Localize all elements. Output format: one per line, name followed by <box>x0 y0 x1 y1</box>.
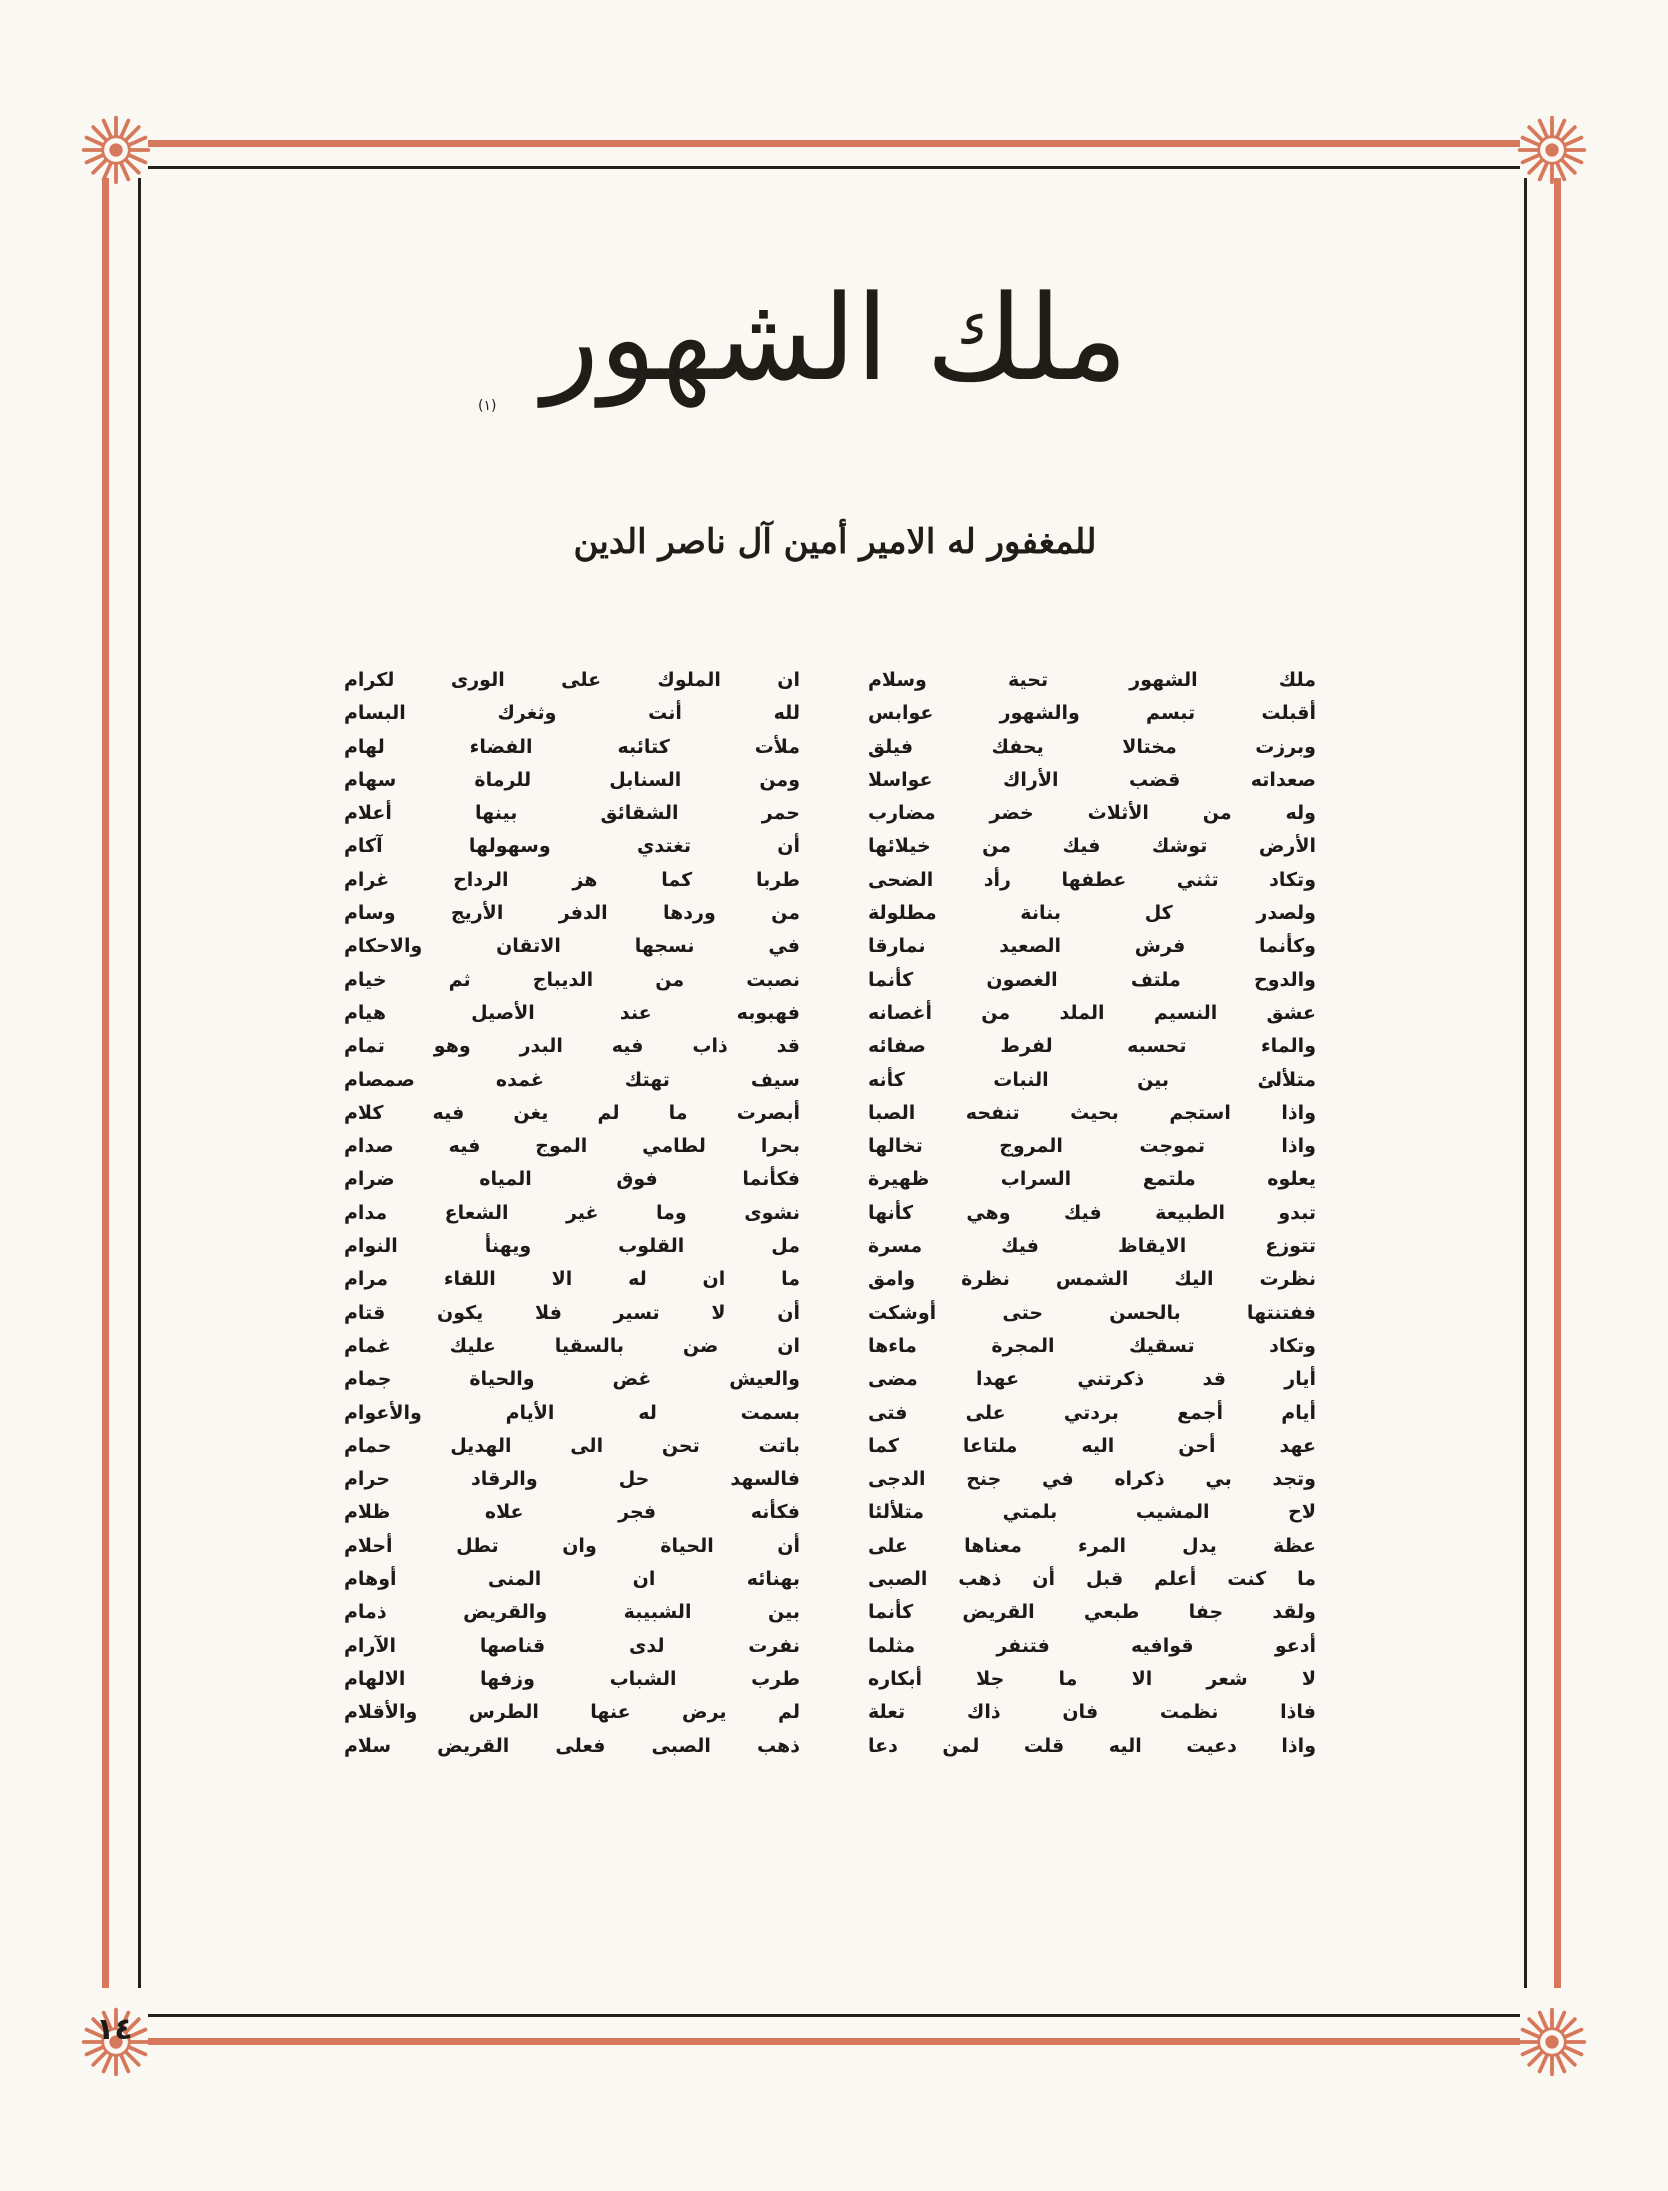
verse-line: أيار قد ذكرتني عهدا مضى <box>868 1368 1316 1391</box>
verse-line: ففتنتها بالحسن حتى أوشكت <box>868 1301 1316 1324</box>
verse-line: ذهب الصبى فعلى القريض سلام <box>344 1734 800 1757</box>
verse-line: بحرا لطامي الموج فيه صدام <box>344 1135 800 1158</box>
verse-line: واذا دعيت اليه قلت لمن دعا <box>868 1734 1316 1757</box>
verse-line: صعداته قضب الأراك عواسلا <box>868 768 1316 791</box>
verse-line: ما ان له الا اللقاء مرام <box>344 1268 800 1291</box>
verse-line: سيف تهتك غمده صمصام <box>344 1068 800 1091</box>
verse-line: لاح المشيب بلمتي متلألئا <box>868 1501 1316 1524</box>
chrysanthemum-icon <box>1514 112 1590 188</box>
verse-line: نظرت اليك الشمس نظرة وامق <box>868 1268 1316 1291</box>
border-bottom-red <box>148 2038 1520 2045</box>
chrysanthemum-icon <box>1514 2004 1590 2080</box>
verse-line: فكأنه فجر علاه ظلام <box>344 1501 800 1524</box>
verse-line: أن تغتدي وسهولها آكام <box>344 835 800 858</box>
verse-line: وله من الأثلاث خضر مضارب <box>868 802 1316 825</box>
verse-line: لله أنت وثغرك البسام <box>344 702 800 725</box>
border-top-black <box>148 166 1520 169</box>
verse-line: نفرت لدى قناصها الآرام <box>344 1634 800 1657</box>
verse-line: عشق النسيم الملد من أغصانه <box>868 1001 1316 1024</box>
border-right-red <box>1554 178 1561 1988</box>
verse-line: لم يرض عنها الطرس والأقلام <box>344 1701 800 1724</box>
border-right-black <box>1524 178 1527 1988</box>
verse-line: ان الملوك على الورى لكرام <box>344 669 800 691</box>
verse-line: ولقد جفا طبعي القريض كأنما <box>868 1601 1316 1624</box>
verse-line: عهد أحن اليه ملتاعا كما <box>868 1434 1316 1457</box>
title-footnote-mark: (۱) <box>478 398 497 414</box>
verse-line: ما كنت أعلم قبل أن ذهب الصبى <box>868 1568 1316 1591</box>
verse-line: ولصدر كل بنانة مطلولة <box>868 902 1316 925</box>
border-top-red <box>148 140 1520 147</box>
border-left-black <box>138 178 141 1988</box>
verse-line: تبدو الطبيعة فيك وهي كأنها <box>868 1201 1316 1224</box>
verse-line: فهبوبه عند الأصيل هيام <box>344 1001 800 1024</box>
verse-line: أيام أجمع بردتي على فتى <box>868 1401 1316 1424</box>
verse-line: ملك الشهور تحية وسلام <box>868 669 1316 691</box>
author-byline: للمغفور له الامير أمين آل ناصر الدين <box>573 522 1097 562</box>
verse-line: بهنائه ان المنى أوهام <box>344 1568 800 1591</box>
verse-line: أن لا تسير فلا يكون قتام <box>344 1301 800 1324</box>
verse-line: وبرزت مختالا يحفك فيلق <box>868 735 1316 758</box>
verse-line: وتكاد تثني عطفها رأد الضحى <box>868 868 1316 891</box>
verse-line: وتكاد تسقيك المجرة ماءها <box>868 1334 1316 1357</box>
verse-line: أن الحياة وان تطل أحلام <box>344 1534 800 1557</box>
verse-line: نصبت من الديباج ثم خيام <box>344 968 800 991</box>
verse-line: فاذا نظمت فان ذاك تعلة <box>868 1701 1316 1724</box>
verse-line: في نسجها الاتقان والاحكام <box>344 935 800 958</box>
verse-line: متلألئ بين النبات كأنه <box>868 1068 1316 1091</box>
verse-line: قد ذاب فيه البدر وهو تمام <box>344 1035 800 1058</box>
poem-column-right <box>868 664 1316 1763</box>
border-bottom-black <box>148 2014 1520 2017</box>
verse-line: ومن السنابل للرماة سهام <box>344 768 800 791</box>
page-number: ١٤ <box>96 2012 133 2047</box>
chrysanthemum-icon <box>78 112 154 188</box>
verse-line: يعلوه ملتمع السراب ظهيرة <box>868 1168 1316 1191</box>
verse-line: وكأنما فرش الصعيد نمارقا <box>868 935 1316 958</box>
verse-line: لا شعر الا ما جلا أبكاره <box>868 1667 1316 1690</box>
verse-line: تتوزع الايقاظ فيك مسرة <box>868 1235 1316 1258</box>
verse-line: فالسهد حل والرقاد حرام <box>344 1468 800 1491</box>
border-left-red <box>102 178 109 1988</box>
verse-line: عظة يدل المرء معناها على <box>868 1534 1316 1557</box>
verse-line: ان ضن بالسقيا عليك غمام <box>344 1334 800 1357</box>
verse-line: والماء تحسبه لفرط صفائه <box>868 1035 1316 1058</box>
verse-line: أدعو قوافيه فتنفر مثلما <box>868 1634 1316 1657</box>
verse-line: ملأت كتائبه الفضاء لهام <box>344 735 800 758</box>
page-title: ملك الشهور <box>542 268 1128 407</box>
verse-line: نشوى وما غير الشعاع مدام <box>344 1201 800 1224</box>
verse-line: الأرض توشك فيك من خيلائها <box>868 835 1316 858</box>
poem-column-left <box>344 664 800 1763</box>
verse-line: والعيش غض والحياة جمام <box>344 1368 800 1391</box>
verse-line: طربا كما هز الرداح غرام <box>344 868 800 891</box>
verse-line: أبصرت ما لم يغن فيه كلام <box>344 1101 800 1124</box>
verse-line: بسمت له الأيام والأعوام <box>344 1401 800 1424</box>
verse-line: مل القلوب ويهنأ النوام <box>344 1235 800 1258</box>
verse-line: فكأنما فوق المياه ضرام <box>344 1168 800 1191</box>
verse-line: بين الشبيبة والقريض ذمام <box>344 1601 800 1624</box>
verse-line: طرب الشباب وزفها الالهام <box>344 1667 800 1690</box>
verse-line: باتت تحن الى الهديل حمام <box>344 1434 800 1457</box>
verse-line: واذا تموجت المروج تخالها <box>868 1135 1316 1158</box>
verse-line: وتجد بي ذكراه في جنح الدجى <box>868 1468 1316 1491</box>
verse-line: حمر الشقائق بينها أعلام <box>344 802 800 825</box>
verse-line: واذا استجم بحيث تنفحه الصبا <box>868 1101 1316 1124</box>
verse-line: أقبلت تبسم والشهور عوابس <box>868 702 1316 725</box>
verse-line: من وردها الدفر الأريج وسام <box>344 902 800 925</box>
verse-line: والدوح ملتف الغصون كأنما <box>868 968 1316 991</box>
